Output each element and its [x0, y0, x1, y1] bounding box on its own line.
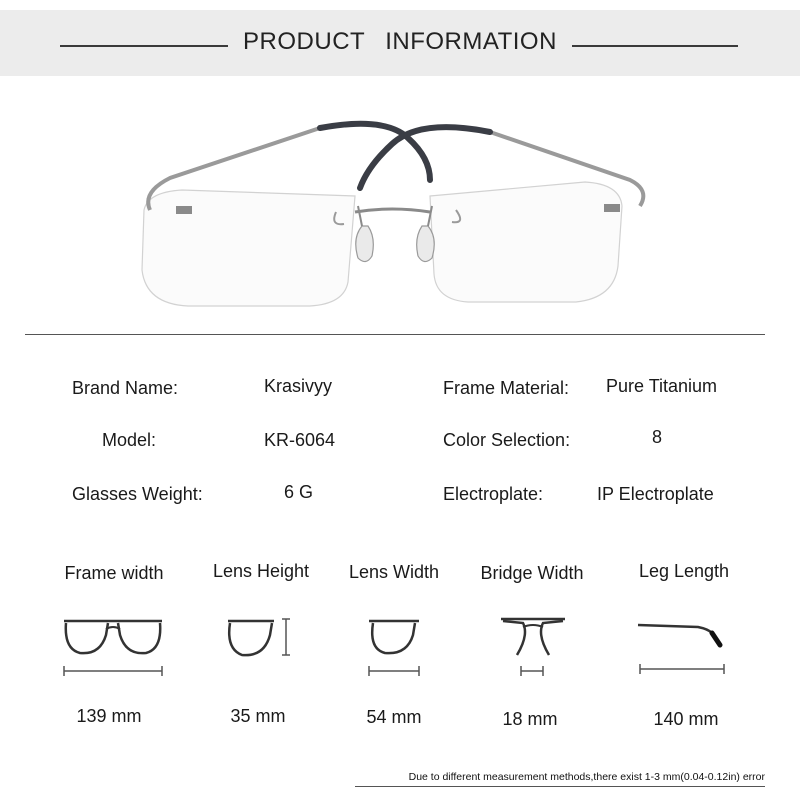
product-photo — [130, 110, 670, 320]
spec-value-model: KR-6064 — [264, 430, 336, 450]
spec-value-electroplate: IP Electroplate — [597, 484, 714, 504]
measure-label-frame-width: Frame width — [64, 563, 164, 583]
spec-value-brand: Krasivyy — [264, 376, 333, 396]
spec-label-material: Frame Material: — [443, 378, 570, 398]
spec-label-model: Model: — [102, 430, 157, 450]
bridge-bar — [355, 209, 430, 212]
left-hinge — [176, 206, 192, 214]
measure-label-bridge-width: Bridge Width — [480, 563, 584, 583]
right-hinge — [604, 204, 620, 212]
measure-value-frame-width: 139 mm — [76, 706, 142, 726]
measure-value-bridge-width: 18 mm — [502, 709, 558, 729]
frame-width-icon — [58, 605, 168, 685]
measure-label-leg-length: Leg Length — [638, 561, 730, 581]
title-word-information: INFORMATION — [385, 28, 557, 55]
measure-label-lens-width: Lens Width — [348, 562, 440, 582]
spec-value-weight: 6 G — [284, 482, 314, 502]
divider-bottom — [355, 786, 765, 787]
page-title — [0, 28, 800, 56]
measure-value-leg-length: 140 mm — [653, 709, 719, 729]
spec-value-material: Pure Titanium — [606, 376, 718, 396]
leg-length-icon — [628, 605, 738, 685]
spec-label-color: Color Selection: — [443, 430, 571, 450]
lens-width-icon — [339, 605, 449, 685]
bridge-width-icon — [477, 605, 587, 685]
spec-label-electroplate: Electroplate: — [443, 484, 544, 504]
lens-height-icon — [206, 605, 316, 685]
title-word-product: PRODUCT — [243, 28, 366, 55]
measure-label-lens-height: Lens Height — [212, 561, 310, 581]
footer-note: Due to different measurement methods,there exist 1-3 mm(0.04-0.12in) error — [408, 771, 765, 783]
left-nose-pad — [356, 226, 374, 262]
left-lens — [142, 190, 355, 306]
spec-label-weight: Glasses Weight: — [72, 484, 203, 504]
spec-value-color: 8 — [652, 427, 663, 447]
measure-value-lens-height: 35 mm — [230, 706, 286, 726]
measure-value-lens-width: 54 mm — [366, 707, 422, 727]
spec-label-brand: Brand Name: — [72, 378, 179, 398]
right-nose-pad — [417, 226, 435, 262]
right-lens — [430, 182, 622, 302]
divider-top — [25, 334, 765, 335]
